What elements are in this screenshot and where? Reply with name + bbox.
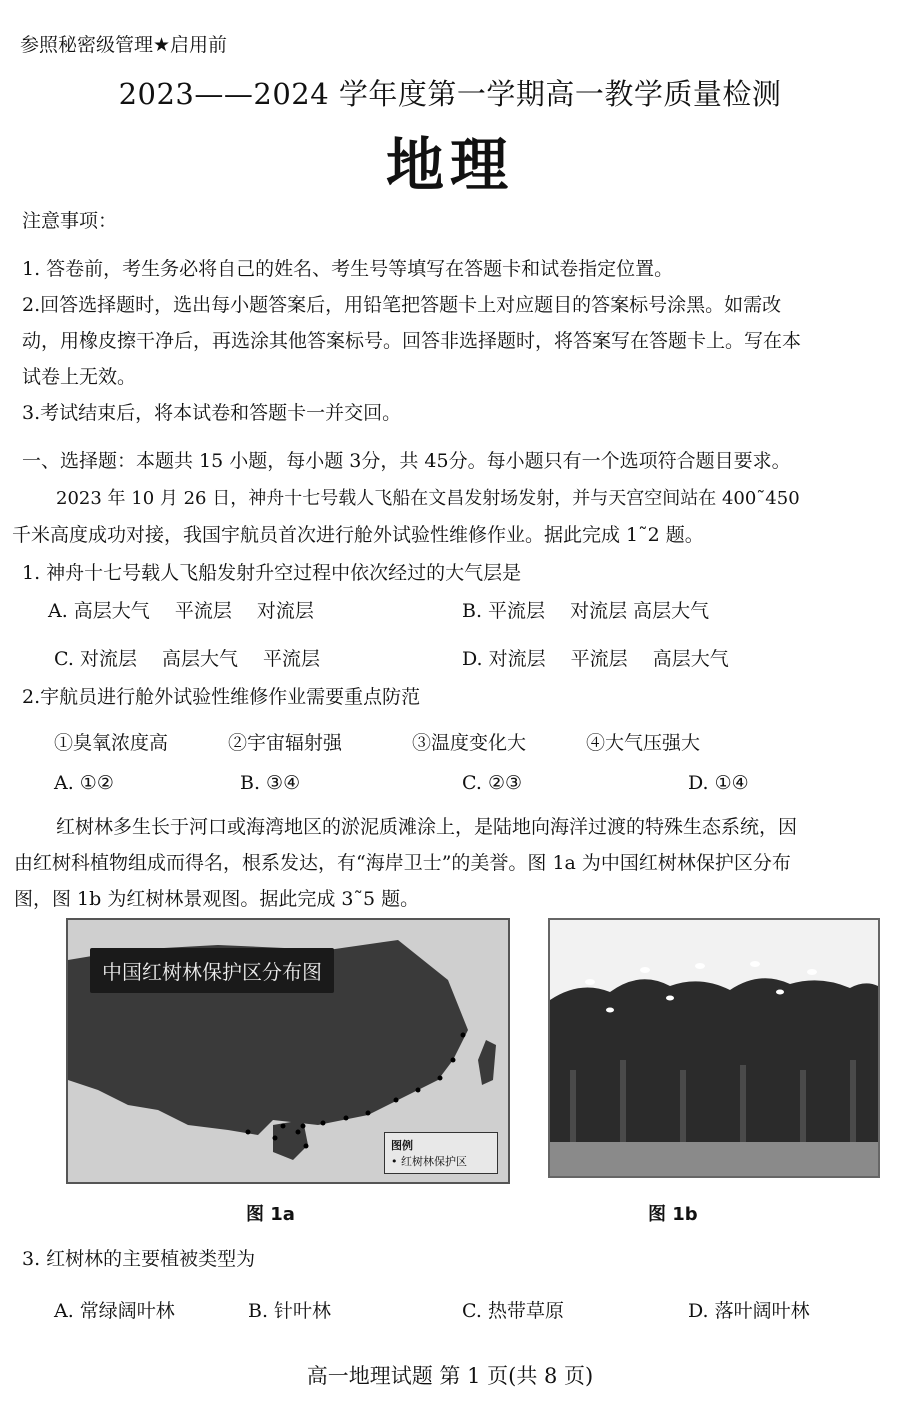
passage-2-line-3: 图，图 1b 为红树林景观图。据此完成 3˜5 题。 [14,888,420,910]
question-3-option-a: A. 常绿阔叶林 [54,1300,175,1322]
question-3-option-b: B. 针叶林 [248,1300,332,1322]
question-2-option-c: C. ②③ [462,772,523,794]
figure-1a-caption: 图 1a [246,1204,295,1225]
notice-item-2-line-2: 动，用橡皮擦干净后，再选涂其他答案标号。回答非选择题时，将答案写在答题卡上。写在本 [22,330,802,352]
question-2-statement-2: ②宇宙辐射强 [228,732,343,754]
page-footer: 高一地理试题 第 1 页(共 8 页) [306,1364,594,1388]
exam-title: 2023——2024 学年度第一学期高一教学质量检测 [118,77,782,111]
question-3-stem: 3. 红树林的主要植被类型为 [22,1248,256,1270]
mangrove-distribution-map [66,918,510,1184]
notice-item-1: 1. 答卷前，考生务必将自己的姓名、考生号等填写在答题卡和试卷指定位置。 [22,258,674,280]
question-3-option-d: D. 落叶阔叶林 [688,1300,810,1322]
question-2-option-b: B. ③④ [240,772,301,794]
legend-title: 图例 [391,1139,413,1152]
passage-1-line-2: 千米高度成功对接，我国宇航员首次进行舱外试验性维修作业。据此完成 1˜2 题。 [12,524,704,546]
question-3-option-c: C. 热带草原 [462,1300,564,1322]
confidential-label: 参照秘密级管理★启用前 [20,34,228,56]
notice-item-2-line-3: 试卷上无效。 [22,366,137,388]
notice-item-3: 3.考试结束后，将本试卷和答题卡一并交回。 [22,402,402,424]
passage-1-line-1: 2023 年 10 月 26 日，神舟十七号载人飞船在文昌发射场发射，并与天宫空间站在 400˜450 [56,488,800,509]
mangrove-photo-graphic [550,920,878,1176]
question-1-option-b: B. 平流层 对流层 高层大气 [462,600,710,622]
subject-title: 地理 [385,131,514,199]
question-2-statement-4: ④大气压强大 [586,732,701,754]
legend-item: • 红树林保护区 [391,1155,467,1168]
mangrove-landscape-photo [548,918,880,1178]
figure-1b-caption: 图 1b [648,1204,698,1225]
question-2-statement-1: ①臭氧浓度高 [54,732,169,754]
question-2-option-a: A. ①② [54,772,114,794]
passage-2-line-2: 由红树科植物组成而得名，根系发达，有“海岸卫士”的美誉。图 1a 为中国红树林保护区分布 [14,852,791,874]
question-2-stem: 2.宇航员进行舱外试验性维修作业需要重点防范 [22,686,421,708]
question-1-option-d: D. 对流层 平流层 高层大气 [462,648,729,670]
section-heading: 一、选择题：本题共 15 小题，每小题 3分，共 45分。每小题只有一个选项符合题目要求。 [22,450,791,472]
map-title: 中国红树林保护区分布图 [90,948,334,993]
question-1-option-c: C. 对流层 高层大气 平流层 [54,648,321,670]
passage-2-line-1: 红树林多生长于河口或海湾地区的淤泥质滩涂上，是陆地向海洋过渡的特殊生态系统，因 [56,816,798,838]
notice-item-2-line-1: 2.回答选择题时，选出每小题答案后，用铅笔把答题卡上对应题目的答案标号涂黑。如需改 [22,294,782,316]
question-1-option-a: A. 高层大气 平流层 对流层 [48,600,314,622]
question-1-stem: 1. 神舟十七号载人飞船发射升空过程中依次经过的大气层是 [22,562,522,584]
notice-heading: 注意事项： [22,210,118,232]
map-legend [384,1132,498,1174]
question-2-option-d: D. ①④ [688,772,749,794]
question-2-statement-3: ③温度变化大 [412,732,527,754]
